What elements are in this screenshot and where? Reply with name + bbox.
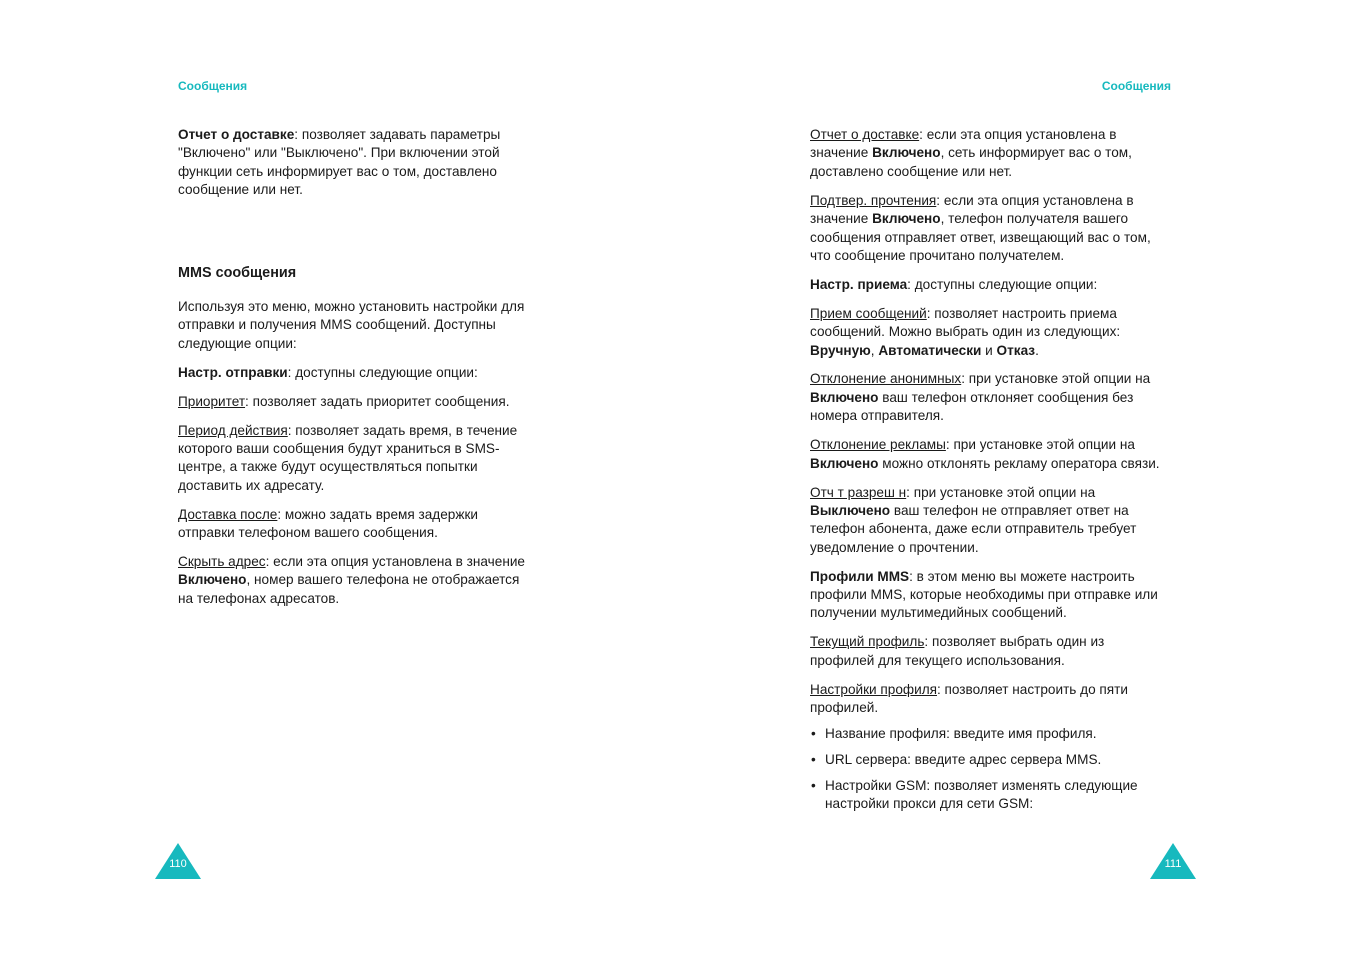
text-reject-anonymous-1: : при установке этой опции на — [961, 371, 1151, 387]
mms-heading: MMS сообщения — [178, 264, 297, 281]
paragraph-message-reception — [810, 305, 1172, 360]
text-hide-address-2: , номер вашего телефона не отображается на телефонах адресатов. — [178, 572, 520, 606]
text-hide-address-1: : если эта опция установлена в значение — [265, 554, 525, 569]
term-reject-anonymous: Отклонение анонимных — [810, 371, 962, 387]
list-item: • URL сервера: введите адрес сервера MMS. — [810, 751, 1172, 769]
text-priority: : позволяет задать приоритет сообщения. — [245, 393, 510, 409]
text-current-profile: : позволяет выбрать один из профилей для текущего использования. — [810, 634, 1105, 668]
left-page — [0, 0, 675, 954]
separator-1: , — [870, 342, 879, 358]
paragraph-send-settings — [178, 364, 538, 382]
term-validity: Период действия — [178, 422, 288, 438]
paragraph-current-profile — [810, 633, 1172, 670]
term-mms-profiles: Профили MMS — [810, 568, 910, 584]
bold-reject-ads: Включено — [810, 455, 879, 471]
paragraph-hide-address — [178, 553, 538, 608]
paragraph-intro: Используя это меню, можно установить настройки для отправки и получения MMS сообщений. Доступны следующие опции: — [178, 299, 525, 351]
text-deliver-after: : можно задать время задержки отправки телефоном вашего сообщения. — [178, 506, 478, 541]
term-priority: Приоритет — [178, 393, 246, 409]
term-report-allowed: Отч т разреш н — [810, 484, 907, 500]
paragraph-delivery-report — [178, 126, 538, 200]
term-reject-ads: Отклонение рекламы — [810, 437, 946, 453]
text-read-confirm-1: : если эта опция установлена в значение — [810, 192, 1134, 227]
paragraph-mms-profiles — [810, 568, 1172, 623]
page-number-badge — [1150, 843, 1196, 879]
paragraph-reject-ads — [810, 436, 1172, 473]
page-number: 111 — [1164, 858, 1182, 870]
term-profile-settings: Настройки профиля — [810, 681, 937, 697]
bold-delivery-report: Включено — [872, 145, 941, 161]
profile-settings-list — [810, 725, 1172, 814]
paragraph-reject-anonymous — [810, 370, 1172, 425]
paragraph-validity — [178, 422, 538, 496]
paragraph-priority — [178, 393, 538, 411]
right-column — [810, 126, 1172, 821]
period: . — [1035, 342, 1039, 358]
right-page — [675, 0, 1351, 954]
text-mms-profiles: : в этом меню вы можете настроить профили MMS, которые необходимы при отправке или получении мультимедийных сообщений. — [810, 568, 1158, 621]
paragraph-receive-settings — [810, 276, 1172, 294]
paragraph-deliver-after — [178, 506, 538, 543]
list-item: • Название профиля: введите имя профиля. — [810, 725, 1172, 743]
text-read-confirm-2: , телефон получателя вашего сообщения отправляет ответ, извещающий вас о том, что сообщение прочитано получателем. — [810, 211, 1151, 263]
bold-hide-address: Включено — [178, 572, 247, 588]
list-item: • Настройки GSM: позволяет изменять следующие настройки прокси для сети GSM: — [810, 777, 1172, 814]
term-message-reception: Прием сообщений — [810, 305, 927, 321]
bold-report-allowed: Выключено — [810, 502, 891, 518]
text-send-settings: : доступны следующие опции: — [287, 364, 478, 380]
term-current-profile: Текущий профиль — [810, 634, 925, 650]
term-read-confirm: Подтвер. прочтения — [810, 192, 937, 208]
term-delivery-report: Отчет о доставке — [178, 127, 295, 142]
page-number: 110 — [169, 858, 187, 870]
term-send-settings: Настр. отправки — [178, 364, 288, 380]
text-report-allowed-1: : при установке этой опции на — [906, 484, 1096, 500]
left-column — [178, 126, 538, 619]
text-delivery-report: : позволяет задавать параметры "Включено" или "Выключено". При включении этой функции сеть информирует вас о том, доставлено сообщение или нет. — [178, 127, 501, 198]
option-automatic: Автоматически — [878, 342, 982, 358]
text-receive-settings: : доступны следующие опции: — [907, 276, 1098, 292]
text-delivery-report-2: , сеть информирует вас о том, доставлено сообщение или нет. — [810, 145, 1132, 179]
text-message-reception: : позволяет настроить приема сообщений. Можно выбрать один из следующих: — [810, 305, 1121, 340]
separator-2: и — [981, 342, 997, 358]
term-receive-settings: Настр. приема — [810, 276, 908, 292]
text-report-allowed-2: ваш телефон не отправляет ответ на телефон абонента, даже если отправитель требует уведомление о прочтении. — [810, 502, 1137, 555]
term-deliver-after: Доставка после — [178, 506, 278, 522]
term-delivery-report: Отчет о доставке — [810, 127, 920, 142]
text-profile-settings: : позволяет настроить до пяти профилей. — [810, 681, 1128, 716]
text-reject-ads-1: : при установке этой опции на — [945, 437, 1135, 453]
bold-read-confirm: Включено — [872, 211, 941, 227]
term-hide-address: Скрыть адрес — [178, 554, 266, 569]
section-header: Сообщения — [178, 79, 248, 93]
text-validity: : позволяет задать время, в течение которого ваши сообщения будут храниться в SMS-центре, а также будут осуществляться попытки доставить их адресату. — [178, 422, 518, 493]
text-delivery-report-1: : если эта опция установлена в значение — [810, 127, 1117, 161]
option-reject: Отказ — [996, 342, 1036, 358]
paragraph-delivery-report — [810, 126, 1172, 181]
text-reject-anonymous-2: ваш телефон отклоняет сообщения без номера отправителя. — [810, 389, 1134, 424]
option-manual: Вручную — [810, 342, 871, 358]
page-number-badge — [155, 843, 201, 879]
paragraph-profile-settings — [810, 681, 1172, 718]
paragraph-report-allowed — [810, 484, 1172, 558]
section-header: Сообщения — [1101, 79, 1171, 93]
text-reject-ads-2: можно отклонять рекламу оператора связи. — [878, 455, 1160, 471]
paragraph-read-confirm — [810, 192, 1172, 266]
bold-reject-anonymous: Включено — [810, 389, 879, 405]
